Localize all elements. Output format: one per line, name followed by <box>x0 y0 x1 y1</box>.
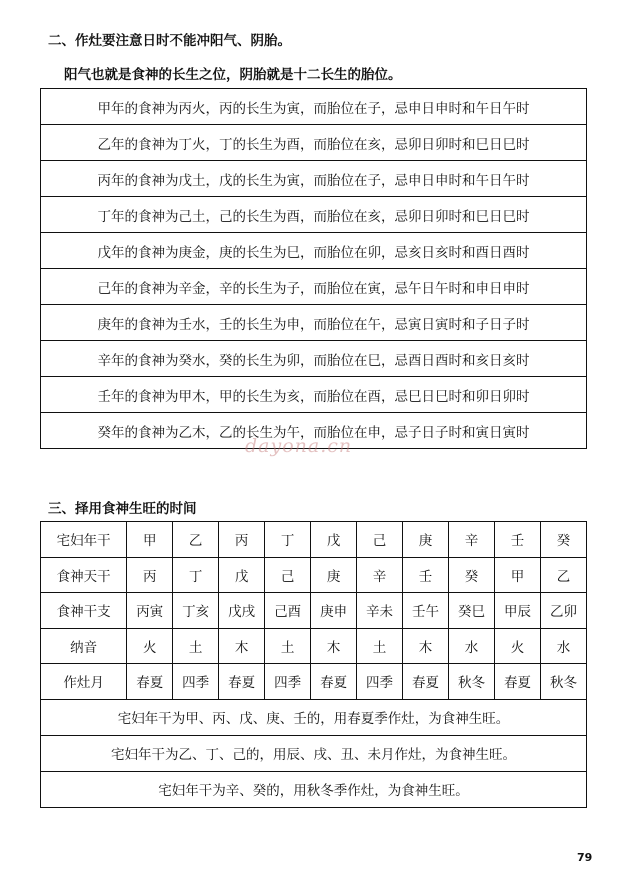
table-cell: 四季 <box>265 664 311 700</box>
table-cell: 壬 <box>494 522 540 558</box>
rule-cell: 癸年的食神为乙木，乙的长生为午，而胎位在申，忌子日子时和寅日寅时 <box>41 413 587 449</box>
table-row <box>41 522 587 558</box>
table-cell: 春夏 <box>219 664 265 700</box>
table-row <box>41 593 587 629</box>
rule-cell: 壬年的食神为甲木，甲的长生为亥，而胎位在酉，忌巳日巳时和卯日卯时 <box>41 377 587 413</box>
table-cell: 火 <box>127 628 173 664</box>
table-row <box>41 557 587 593</box>
table-row <box>41 735 587 771</box>
rule-cell: 戊年的食神为庚金，庚的长生为巳，而胎位在卯，忌亥日亥时和酉日酉时 <box>41 233 587 269</box>
table-row <box>41 771 587 807</box>
table-cell: 春夏 <box>127 664 173 700</box>
section-2-title: 二、作灶要注意日时不能冲阳气、阴胎。 <box>48 33 291 49</box>
note-cell: 宅妇年干为甲、丙、戊、庚、壬的，用春夏季作灶，为食神生旺。 <box>41 699 587 735</box>
table-cell: 丁亥 <box>173 593 219 629</box>
table-row <box>41 699 587 735</box>
table-cell: 癸 <box>540 522 586 558</box>
table-row <box>41 269 587 305</box>
table-row <box>41 125 587 161</box>
table-cell: 火 <box>494 628 540 664</box>
table-cell: 四季 <box>357 664 403 700</box>
table-row <box>41 89 587 125</box>
table-row <box>41 664 587 700</box>
table-row <box>41 233 587 269</box>
row-label: 作灶月 <box>41 664 127 700</box>
rule-cell: 丁年的食神为己土，己的长生为酉，而胎位在亥，忌卯日卯时和巳日巳时 <box>41 197 587 233</box>
table-row <box>41 628 587 664</box>
table-cell: 壬 <box>403 557 449 593</box>
table-cell: 乙卯 <box>540 593 586 629</box>
table-row <box>41 305 587 341</box>
rule-cell: 乙年的食神为丁火，丁的长生为酉，而胎位在亥，忌卯日卯时和巳日巳时 <box>41 125 587 161</box>
table-cell: 庚申 <box>311 593 357 629</box>
row-label: 纳音 <box>41 628 127 664</box>
row-label: 宅妇年干 <box>41 522 127 558</box>
table-cell: 甲 <box>494 557 540 593</box>
table-cell: 秋冬 <box>449 664 495 700</box>
table-row <box>41 197 587 233</box>
food-god-timing-table <box>40 521 587 808</box>
taboo-rules-table <box>40 88 587 449</box>
table-cell: 秋冬 <box>540 664 586 700</box>
table-cell: 乙 <box>540 557 586 593</box>
table-cell: 丙 <box>127 557 173 593</box>
table-cell: 己 <box>357 522 403 558</box>
table-cell: 甲辰 <box>494 593 540 629</box>
note-cell: 宅妇年干为乙、丁、己的，用辰、戌、丑、未月作灶，为食神生旺。 <box>41 735 587 771</box>
row-label: 食神天干 <box>41 557 127 593</box>
table-cell: 木 <box>403 628 449 664</box>
table-row <box>41 161 587 197</box>
table-row <box>41 377 587 413</box>
rule-cell: 丙年的食神为戊土，戊的长生为寅，而胎位在子，忌申日申时和午日午时 <box>41 161 587 197</box>
table-cell: 木 <box>219 628 265 664</box>
table-cell: 土 <box>173 628 219 664</box>
table-cell: 水 <box>540 628 586 664</box>
table-cell: 丙 <box>219 522 265 558</box>
table-cell: 戊戌 <box>219 593 265 629</box>
table-cell: 春夏 <box>494 664 540 700</box>
rule-cell: 甲年的食神为丙火，丙的长生为寅，而胎位在子，忌申日申时和午日午时 <box>41 89 587 125</box>
table-cell: 丁 <box>173 557 219 593</box>
table-cell: 土 <box>357 628 403 664</box>
row-label: 食神干支 <box>41 593 127 629</box>
table-cell: 戊 <box>311 522 357 558</box>
table-cell: 四季 <box>173 664 219 700</box>
table-cell: 癸巳 <box>449 593 495 629</box>
table-cell: 丙寅 <box>127 593 173 629</box>
table-cell: 壬午 <box>403 593 449 629</box>
table-cell: 甲 <box>127 522 173 558</box>
table-cell: 己酉 <box>265 593 311 629</box>
watermark: dayona.cn <box>245 435 353 457</box>
table-cell: 乙 <box>173 522 219 558</box>
table-cell: 己 <box>265 557 311 593</box>
table-cell: 辛未 <box>357 593 403 629</box>
table-row <box>41 341 587 377</box>
table-cell: 庚 <box>311 557 357 593</box>
table-cell: 土 <box>265 628 311 664</box>
rule-cell: 辛年的食神为癸水，癸的长生为卯，而胎位在巳，忌酉日酉时和亥日亥时 <box>41 341 587 377</box>
table-cell: 木 <box>311 628 357 664</box>
page-number: 79 <box>577 851 593 864</box>
section-2-subtitle: 阳气也就是食神的长生之位，阴胎就是十二长生的胎位。 <box>64 67 402 83</box>
rule-cell: 己年的食神为辛金，辛的长生为子，而胎位在寅，忌午日午时和申日申时 <box>41 269 587 305</box>
note-cell: 宅妇年干为辛、癸的，用秋冬季作灶，为食神生旺。 <box>41 771 587 807</box>
table-cell: 癸 <box>449 557 495 593</box>
table-cell: 辛 <box>357 557 403 593</box>
table-cell: 丁 <box>265 522 311 558</box>
rule-cell: 庚年的食神为壬水，壬的长生为申，而胎位在午，忌寅日寅时和子日子时 <box>41 305 587 341</box>
table-cell: 春夏 <box>311 664 357 700</box>
table-cell: 辛 <box>449 522 495 558</box>
table-cell: 庚 <box>403 522 449 558</box>
table-cell: 春夏 <box>403 664 449 700</box>
section-3-title: 三、择用食神生旺的时间 <box>48 501 197 517</box>
table-cell: 戊 <box>219 557 265 593</box>
table-cell: 水 <box>449 628 495 664</box>
